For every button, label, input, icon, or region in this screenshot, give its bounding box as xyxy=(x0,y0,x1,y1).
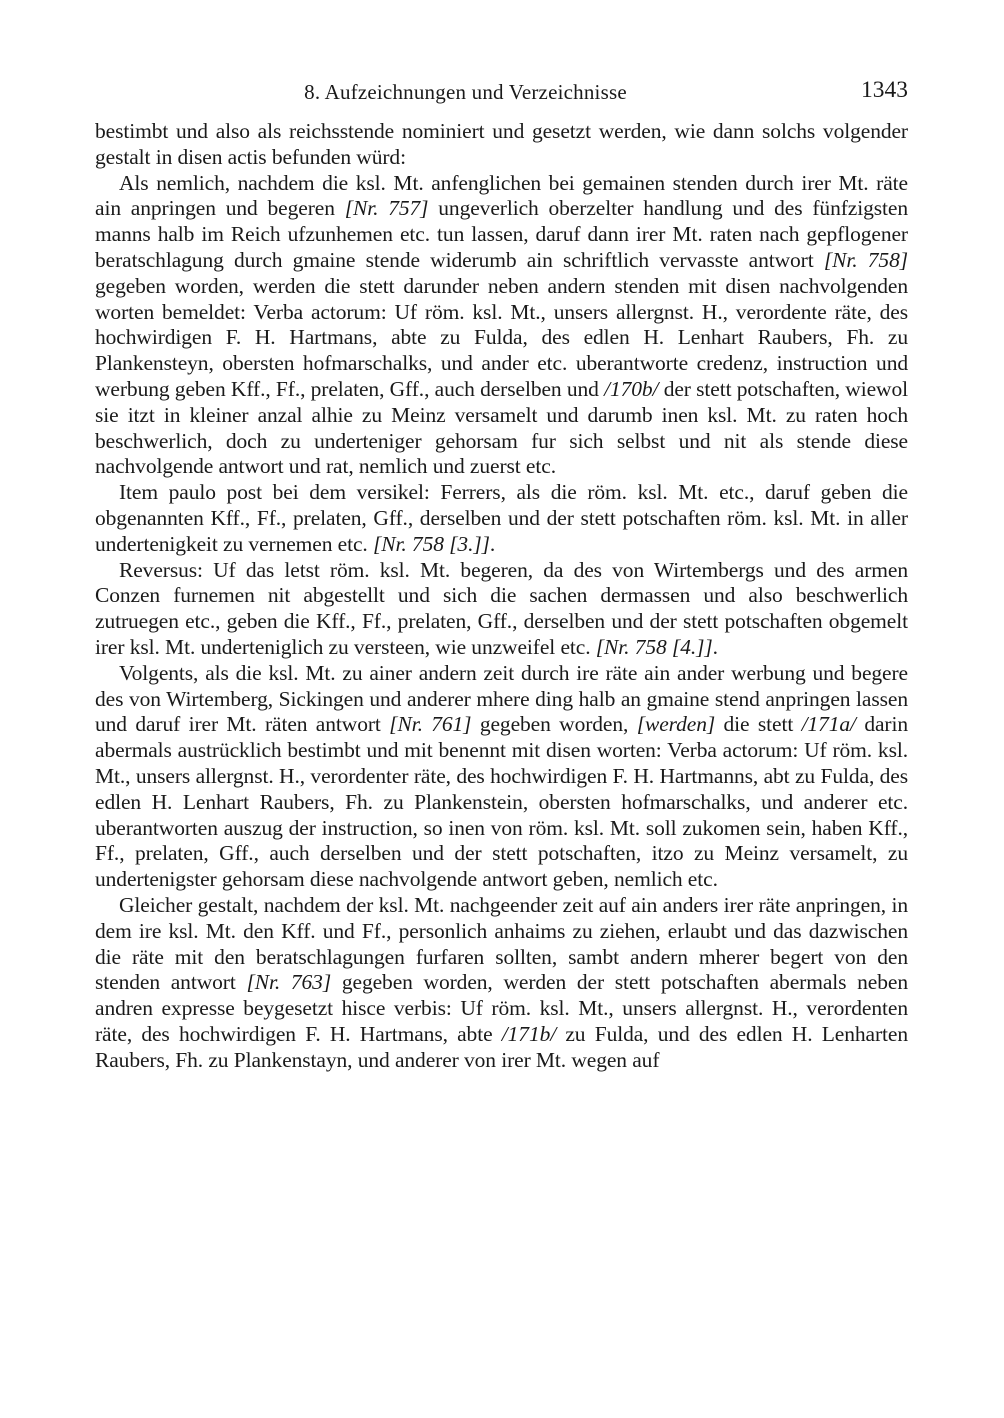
text-run: gegeben worden, werden der stett potschaften abermals neben andren expresse beygesetzt hisce verbis: Uf röm. ksl. Mt., unsers allergnst. H., verordenten räte, des hochwirdigen F. H. Hartmans, abte xyxy=(95,970,908,1046)
text-run: gegeben worden, werden die stett darunder neben andern stenden mit disen nachvolgenden worten bemeldet: Verba actorum: Uf röm. ksl. Mt., unsers allergnst. H., verordente räte, des hochwirdigen F. H. Hartmans, abte zu Fulda, des edlen H. Lenhart Raubers, Fh. zu Plankensteyn, obersten hofmarschalks, und ander etc. uberantworte credenz, instruction und werbung geben Kff., Ff., prelaten, Gff., auch derselben und xyxy=(95,273,908,401)
text-run: zu Fulda, und des edlen H. Lenharten Raubers, Fh. zu Plankenstayn, und anderer von irer Mt. wegen auf xyxy=(95,1021,908,1072)
text-run: Reversus: Uf das letst röm. ksl. Mt. begeren, da des von Wirtembergs und des armen Conzen furnemen nit abgestellt und sich die sachen dermassen und also beschwerlich zutruegen etc., geben die Kff., Ff., prelaten, Gff., derselben und der stett potschaften obgemelt irer ksl. Mt. underteniglich zu versteen, wie unzweifel etc. xyxy=(95,557,908,659)
text-run: darin abermals austrücklich bestimbt und mit benennt mit disen worten: Verba actorum: Uf röm. ksl. Mt., unsers allergnst. H., verordenter räte, des hochwirdigen F. H. Hartmanns, abt zu Fulda, des edlen H. Lenhart Raubers, Fh. zu Plankenstein, obersten hofmarschalks, und anderer etc. uberantworten auszug der instruction, so inen von röm. ksl. Mt. soll zukomen sein, haben Kff., Ff., prelaten, Gff., auch derselben und der stett potschaften, itzo zu Meinz versamelt, zu undertenigster gehorsam diese nachvolgende antwort geben, nemlich etc. xyxy=(95,712,908,892)
italic-run: /170b/ xyxy=(604,376,659,401)
page-header xyxy=(95,77,908,108)
text-run: Als nemlich, nachdem die ksl. Mt. anfenglichen bei gemainen stenden durch irer Mt. räte ain anpringen und begeren xyxy=(95,170,908,221)
text-run: Gleicher gestalt, nachdem der ksl. Mt. nachgeender zeit auf ain anders irer räte anpringen, in dem ire ksl. Mt. den Kff. und Ff., personlich anhaims zu ziehen, erlaubt und das dazwischen die räte mit den beratschlagungen furfaren sollten, sambt andern mherer begert von den stenden antwort xyxy=(95,892,908,995)
italic-run: [Nr. 758 [4.]] xyxy=(595,634,713,659)
italic-run: [Nr. 763] xyxy=(246,970,332,995)
page-number: 1343 xyxy=(861,77,908,103)
italic-run: [werden] xyxy=(636,712,716,737)
paragraph xyxy=(95,661,908,893)
text-run: . xyxy=(712,634,718,659)
text-run: Item paulo post bei dem versikel: Ferrers, als die röm. ksl. Mt. etc., daruf geben die obgenannten Kff., Ff., prelaten, Gff., derselben und der stett potschaften röm. ksl. Mt. in aller undertenigkeit zu vernemen etc. xyxy=(95,480,908,556)
paragraph xyxy=(95,119,908,171)
running-head: 8. Aufzeichnungen und Verzeichnisse xyxy=(304,80,627,104)
italic-run: [Nr. 758 [3.]] xyxy=(372,531,490,556)
italic-run: [Nr. 758] xyxy=(823,247,908,272)
paragraph xyxy=(95,558,908,661)
italic-run: [Nr. 757] xyxy=(344,196,429,221)
text-run: Volgents, als die ksl. Mt. zu ainer andern zeit durch ire räte ain ander werbung und begere des von Wirtemberg, Sickingen und anderer mhere ding halb an gmaine stend anpringen lassen und daruf irer Mt. räten antwort xyxy=(95,660,908,737)
text-run: ungeverlich oberzelter handlung und des fünfzigsten manns halb im Reich ufzunhemen etc. tun lassen, daruf dann irer Mt. raten nach gepflogener beratschlagung durch gmaine stende widerumb ain schriftlich vervasste antwort xyxy=(95,196,908,272)
text-run: bestimbt und also als reichsstende nominiert und gesetzt werden, wie dann solchs volgender gestalt in disen actis befunden würd: xyxy=(95,119,908,169)
paragraph xyxy=(95,893,908,1074)
text-run: . xyxy=(489,531,496,556)
paragraph xyxy=(95,480,908,557)
body-text xyxy=(95,119,908,1073)
text-run: der stett potschaften, wiewol sie itzt in kleiner anzal alhie zu Meinz versamelt und darumb inen ksl. Mt. zu raten hoch beschwerlich, doch zu underteniger gehorsam fur sich selbst und nit als stende diese nachvolgende antwort und rat, nemlich und zuerst etc. xyxy=(95,376,908,479)
paragraph xyxy=(95,171,908,481)
italic-run: /171b/ xyxy=(501,1021,557,1046)
italic-run: [Nr. 761] xyxy=(389,712,472,737)
text-run: gegeben worden, xyxy=(471,712,637,737)
italic-run: /171a/ xyxy=(801,712,856,737)
text-run: die stett xyxy=(715,712,802,737)
